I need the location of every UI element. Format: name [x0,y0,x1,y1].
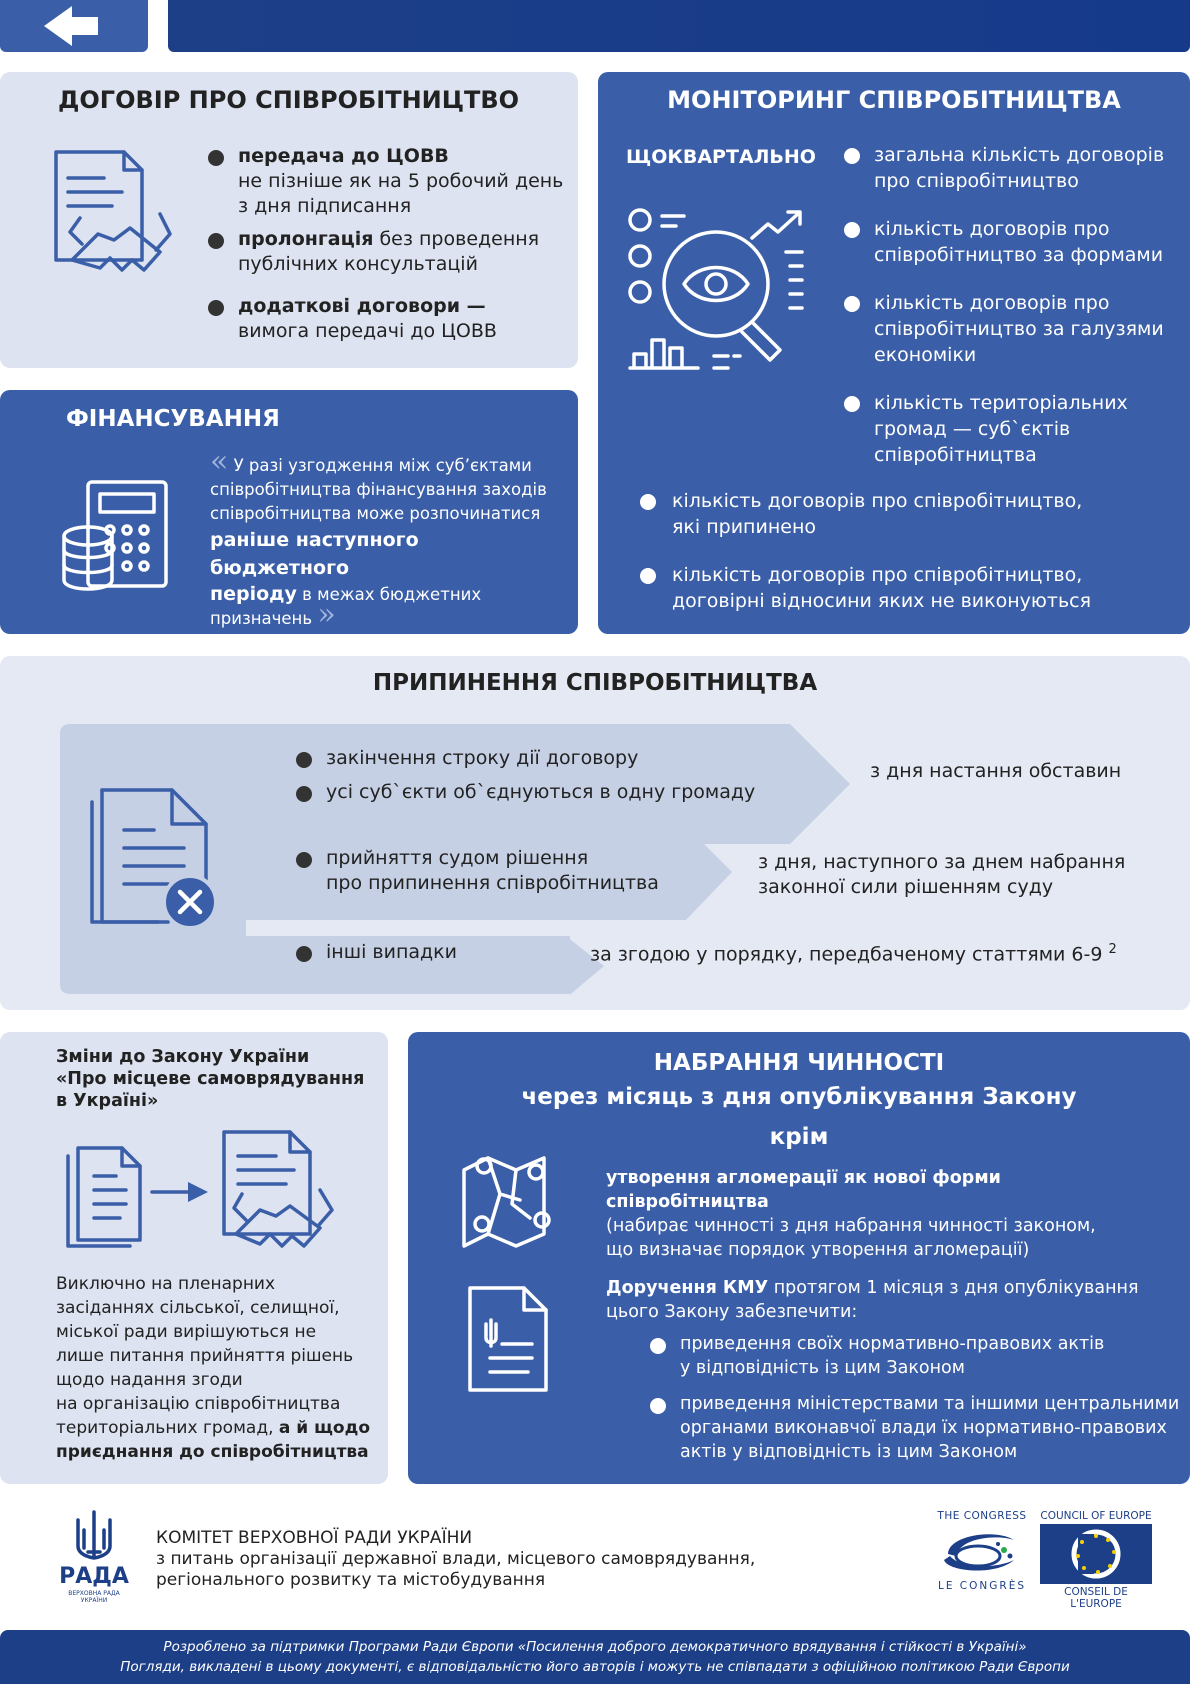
effect-title: НАБРАННЯ ЧИННОСТІ через місяць з дня опублікування Закону крім [521,1050,1077,1150]
contract-handshake-icon [52,148,172,278]
law-title: Зміни до Закону України «Про місцеве самоврядування в Україні» [56,1047,365,1111]
monitoring-panel: МОНІТОРИНГ СПІВРОБІТНИЦТВА ЩОКВАРТАЛЬНО загальна кількість договорів про співробітництво кількість договорів про співробітництво за формами кількість договорів про співробітництво за галузями економіки кількість територіальних громад — суб`єктів співробітництва кількість договорів про співробітництво, які припинено кількість договорів про співробітництво, договірні відносини яких не виконуються [598,72,1190,634]
disclaimer-line: Розроблено за підтримки Програми Ради Європи «Посилення доброго демократичного врядування і стійкості в Україні» [163,1639,1027,1655]
disclaimer-band [0,1630,1190,1684]
kmu-text: Доручення КМУ протягом 1 місяця з дня опублікування цього Закону забезпечити: [606,1278,1139,1322]
document-cancel-icon [88,786,222,934]
arrow-left-icon [0,0,148,52]
analytics-magnifier-icon [628,208,808,378]
calculator-coins-icon [60,478,170,594]
termination-panel: ПРИПИНЕННЯ СПІВРОБІТНИЦТВА закінчення строку дії договору усі суб`єкти об`єднуються в одну громаду з дня настання обставин прийняття судом рішення про припинення співробітництва з дня, наступного за днем набрання законної сили рішенням суду інші випадки за згодою у порядку, передбаченому статтями 6-9 $^2$ [0,656,1190,1010]
decree-document-icon [466,1284,550,1394]
agreement-title: ДОГОВІР ПРО СПІВРОБІТНИЦТВО [58,86,520,114]
map-pins-icon [460,1154,556,1250]
disclaimer-line: Погляди, викладені в цьому документі, є відповідальністю його авторів і можуть не співпадати з офіційною політикою Ради Європи [120,1659,1070,1675]
rada-logo-small: ВЕРХОВНА РАДА УКРАЇНИ [68,1590,120,1604]
termination-result: з дня настання обставин [870,760,1122,782]
committee-name: КОМІТЕТ ВЕРХОВНОЇ РАДИ УКРАЇНИ з питань організації державної влади, місцевого самоврядування, регіонального розвитку та містобудування [156,1528,756,1590]
agreement-panel: ДОГОВІР ПРО СПІВРОБІТНИЦТВО передача до ЦОВВ не пізніше як на 5 робочий день з дня підписання пролонгація без проведення публічних консультацій додаткові договори — вимога передачі до ЦОВВ [0,72,578,368]
congress-emblem-icon [934,1522,1030,1580]
financing-quote: « У разі узгодження між суб’єктами співробітництва фінансування заходів співробітництва може розпочинатися раніше наступного бюджетного періоду в межах бюджетних призначень » [210,444,547,632]
document-to-agreement-icon [64,1128,336,1258]
header-bar [168,0,1190,52]
effect-panel: НАБРАННЯ ЧИННОСТІ через місяць з дня опублікування Закону крім утворення агломерації як нової форми співробітництва (набирає чинності з дня набрання чинності законом, що визначає порядок утворення агломерації) Доручення КМУ протягом 1 місяця з дня опублікування цього Закону забезпечити: приведення своїх нормативно-правових актів у відповідність із цим Законом приведення міністерствами та іншими центральними органами виконавчої влади їх нормативно-правових актів у відповідність із цим Законом [408,1032,1190,1484]
trident-icon [54,1508,134,1564]
rada-logo [54,1508,134,1604]
coe-emblem-icon [1038,1522,1154,1586]
termination-result: з дня, наступного за днем набрання законної сили рішенням суду [758,851,1126,898]
termination-title: ПРИПИНЕННЯ СПІВРОБІТНИЦТВА [372,670,818,696]
back-button[interactable] [0,0,148,52]
monitoring-title: МОНІТОРИНГ СПІВРОБІТНИЦТВА [667,86,1121,114]
congress-logo: THE CONGRESS LE CONGRÈS [934,1510,1030,1606]
agglomeration-text: утворення агломерації як нової форми співробітництва (набирає чинності з дня набрання чинності законом, що визначає порядок утворення агломерації) [606,1168,1096,1260]
rada-logo-text: РАДА [59,1564,129,1589]
law-panel [0,1032,388,1484]
financing-panel [0,390,578,634]
monitoring-period: ЩОКВАРТАЛЬНО [626,146,816,168]
coe-logo: COUNCIL OF EUROPE CONSEIL DE L'EUROPE [1038,1510,1154,1606]
termination-result: за згодою у порядку, передбаченому статтями 6-9 $^2$ [590,942,1117,966]
law-text: Виключно на пленарних засіданнях сільської, селищної, міської ради вирішуються не лише питання прийняття рішень щодо надання згоди на організацію співробітництва територіальних громад, а й щодо приєднання до співробітництва [56,1274,370,1462]
financing-title: ФІНАНСУВАННЯ [66,406,280,432]
